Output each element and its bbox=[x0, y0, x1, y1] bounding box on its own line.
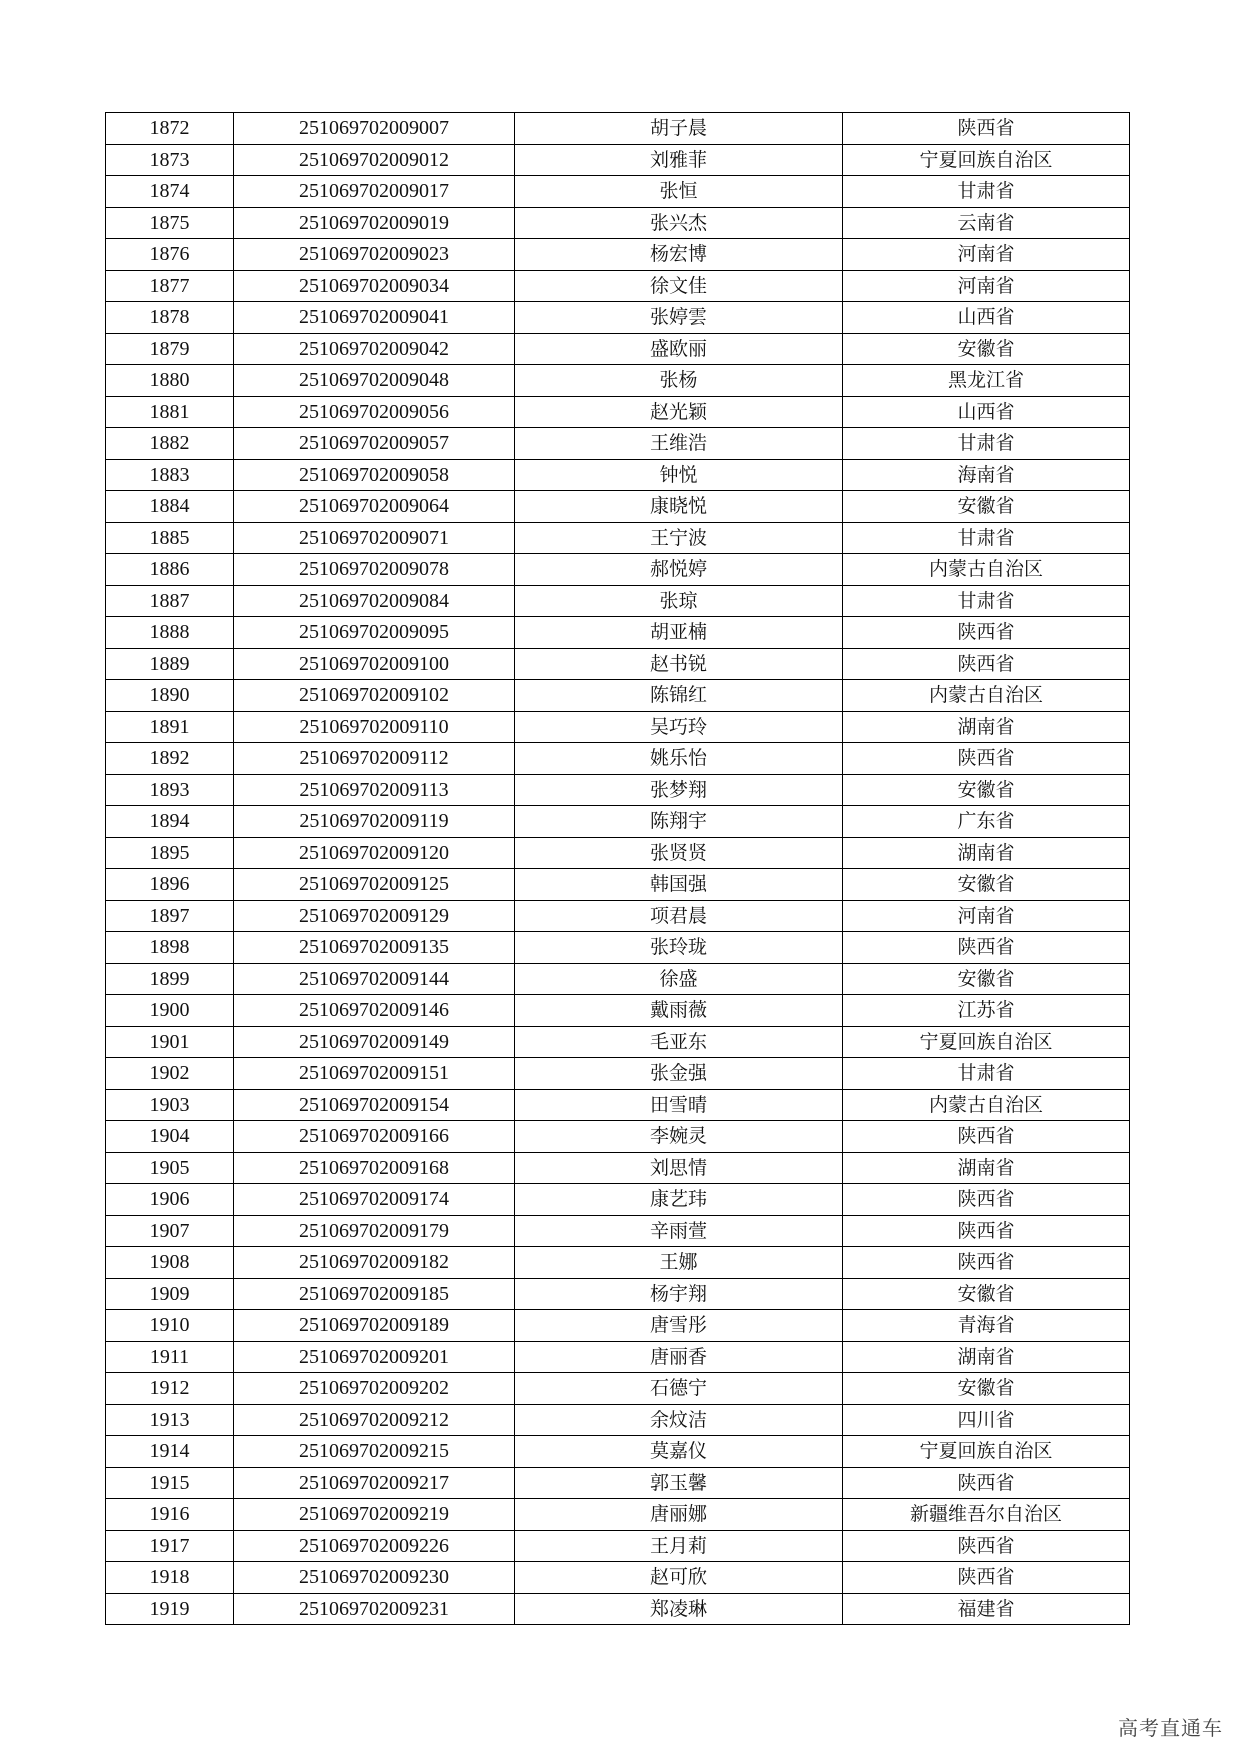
row-number-cell: 1901 bbox=[106, 1026, 234, 1058]
row-number-cell: 1910 bbox=[106, 1310, 234, 1342]
student-name-cell: 莫嘉仪 bbox=[515, 1436, 843, 1468]
student-name-cell: 辛雨萱 bbox=[515, 1215, 843, 1247]
province-cell: 四川省 bbox=[843, 1404, 1130, 1436]
province-cell: 湖南省 bbox=[843, 711, 1130, 743]
table-row bbox=[106, 1436, 1130, 1468]
table-row bbox=[106, 1278, 1130, 1310]
province-cell: 湖南省 bbox=[843, 1341, 1130, 1373]
student-name-cell: 陈翔宇 bbox=[515, 806, 843, 838]
table-row bbox=[106, 522, 1130, 554]
exam-id-cell: 251069702009100 bbox=[234, 648, 515, 680]
exam-id-cell: 251069702009212 bbox=[234, 1404, 515, 1436]
row-number-cell: 1890 bbox=[106, 680, 234, 712]
student-name-cell: 赵书锐 bbox=[515, 648, 843, 680]
table-row bbox=[106, 1373, 1130, 1405]
row-number-cell: 1888 bbox=[106, 617, 234, 649]
table-row bbox=[106, 491, 1130, 523]
table-row bbox=[106, 144, 1130, 176]
exam-id-cell: 251069702009230 bbox=[234, 1562, 515, 1594]
province-cell: 海南省 bbox=[843, 459, 1130, 491]
exam-id-cell: 251069702009182 bbox=[234, 1247, 515, 1279]
watermark-text: 高考直通车 bbox=[1118, 1716, 1223, 1740]
exam-id-cell: 251069702009215 bbox=[234, 1436, 515, 1468]
exam-id-cell: 251069702009185 bbox=[234, 1278, 515, 1310]
exam-id-cell: 251069702009144 bbox=[234, 963, 515, 995]
exam-id-cell: 251069702009231 bbox=[234, 1593, 515, 1625]
student-name-cell: 毛亚东 bbox=[515, 1026, 843, 1058]
row-number-cell: 1897 bbox=[106, 900, 234, 932]
table-row bbox=[106, 585, 1130, 617]
row-number-cell: 1900 bbox=[106, 995, 234, 1027]
exam-id-cell: 251069702009112 bbox=[234, 743, 515, 775]
exam-id-cell: 251069702009048 bbox=[234, 365, 515, 397]
row-number-cell: 1914 bbox=[106, 1436, 234, 1468]
province-cell: 甘肃省 bbox=[843, 1058, 1130, 1090]
row-number-cell: 1877 bbox=[106, 270, 234, 302]
row-number-cell: 1906 bbox=[106, 1184, 234, 1216]
province-cell: 山西省 bbox=[843, 396, 1130, 428]
province-cell: 甘肃省 bbox=[843, 585, 1130, 617]
row-number-cell: 1884 bbox=[106, 491, 234, 523]
table-row bbox=[106, 617, 1130, 649]
student-name-cell: 张兴杰 bbox=[515, 207, 843, 239]
exam-id-cell: 251069702009119 bbox=[234, 806, 515, 838]
province-cell: 内蒙古自治区 bbox=[843, 554, 1130, 586]
province-cell: 安徽省 bbox=[843, 1373, 1130, 1405]
row-number-cell: 1873 bbox=[106, 144, 234, 176]
table-row bbox=[106, 1058, 1130, 1090]
exam-id-cell: 251069702009125 bbox=[234, 869, 515, 901]
exam-id-cell: 251069702009174 bbox=[234, 1184, 515, 1216]
student-name-cell: 徐盛 bbox=[515, 963, 843, 995]
exam-id-cell: 251069702009058 bbox=[234, 459, 515, 491]
student-name-cell: 项君晨 bbox=[515, 900, 843, 932]
exam-id-cell: 251069702009019 bbox=[234, 207, 515, 239]
province-cell: 陕西省 bbox=[843, 113, 1130, 145]
row-number-cell: 1886 bbox=[106, 554, 234, 586]
exam-id-cell: 251069702009064 bbox=[234, 491, 515, 523]
province-cell: 宁夏回族自治区 bbox=[843, 144, 1130, 176]
province-cell: 安徽省 bbox=[843, 333, 1130, 365]
row-number-cell: 1879 bbox=[106, 333, 234, 365]
student-name-cell: 郝悦婷 bbox=[515, 554, 843, 586]
table-row bbox=[106, 774, 1130, 806]
province-cell: 福建省 bbox=[843, 1593, 1130, 1625]
row-number-cell: 1916 bbox=[106, 1499, 234, 1531]
province-cell: 湖南省 bbox=[843, 837, 1130, 869]
row-number-cell: 1878 bbox=[106, 302, 234, 334]
province-cell: 陕西省 bbox=[843, 617, 1130, 649]
student-name-cell: 康艺玮 bbox=[515, 1184, 843, 1216]
exam-id-cell: 251069702009151 bbox=[234, 1058, 515, 1090]
student-name-cell: 胡亚楠 bbox=[515, 617, 843, 649]
student-name-cell: 田雪晴 bbox=[515, 1089, 843, 1121]
province-cell: 安徽省 bbox=[843, 774, 1130, 806]
table-row bbox=[106, 1310, 1130, 1342]
table-row bbox=[106, 1341, 1130, 1373]
exam-id-cell: 251069702009149 bbox=[234, 1026, 515, 1058]
row-number-cell: 1918 bbox=[106, 1562, 234, 1594]
province-cell: 甘肃省 bbox=[843, 522, 1130, 554]
student-name-cell: 杨宏博 bbox=[515, 239, 843, 271]
row-number-cell: 1893 bbox=[106, 774, 234, 806]
table-row bbox=[106, 113, 1130, 145]
province-cell: 陕西省 bbox=[843, 1467, 1130, 1499]
student-name-cell: 韩国强 bbox=[515, 869, 843, 901]
exam-id-cell: 251069702009017 bbox=[234, 176, 515, 208]
student-name-cell: 王娜 bbox=[515, 1247, 843, 1279]
row-number-cell: 1887 bbox=[106, 585, 234, 617]
exam-id-cell: 251069702009120 bbox=[234, 837, 515, 869]
table-row bbox=[106, 270, 1130, 302]
province-cell: 甘肃省 bbox=[843, 428, 1130, 460]
row-number-cell: 1902 bbox=[106, 1058, 234, 1090]
province-cell: 安徽省 bbox=[843, 963, 1130, 995]
row-number-cell: 1882 bbox=[106, 428, 234, 460]
table-row bbox=[106, 459, 1130, 491]
row-number-cell: 1896 bbox=[106, 869, 234, 901]
table-row bbox=[106, 963, 1130, 995]
row-number-cell: 1913 bbox=[106, 1404, 234, 1436]
student-name-cell: 张杨 bbox=[515, 365, 843, 397]
roster-table-body bbox=[106, 113, 1130, 1625]
table-row bbox=[106, 554, 1130, 586]
exam-id-cell: 251069702009034 bbox=[234, 270, 515, 302]
row-number-cell: 1883 bbox=[106, 459, 234, 491]
table-row bbox=[106, 428, 1130, 460]
province-cell: 甘肃省 bbox=[843, 176, 1130, 208]
province-cell: 陕西省 bbox=[843, 1184, 1130, 1216]
row-number-cell: 1911 bbox=[106, 1341, 234, 1373]
row-number-cell: 1908 bbox=[106, 1247, 234, 1279]
province-cell: 安徽省 bbox=[843, 869, 1130, 901]
table-row bbox=[106, 1562, 1130, 1594]
table-row bbox=[106, 239, 1130, 271]
row-number-cell: 1875 bbox=[106, 207, 234, 239]
exam-id-cell: 251069702009201 bbox=[234, 1341, 515, 1373]
student-name-cell: 盛欧丽 bbox=[515, 333, 843, 365]
student-name-cell: 张恒 bbox=[515, 176, 843, 208]
student-name-cell: 余炆洁 bbox=[515, 1404, 843, 1436]
row-number-cell: 1892 bbox=[106, 743, 234, 775]
student-name-cell: 张玲珑 bbox=[515, 932, 843, 964]
province-cell: 湖南省 bbox=[843, 1152, 1130, 1184]
table-row bbox=[106, 711, 1130, 743]
exam-id-cell: 251069702009179 bbox=[234, 1215, 515, 1247]
student-name-cell: 李婉灵 bbox=[515, 1121, 843, 1153]
student-name-cell: 唐丽娜 bbox=[515, 1499, 843, 1531]
table-row bbox=[106, 995, 1130, 1027]
student-name-cell: 张梦翔 bbox=[515, 774, 843, 806]
exam-id-cell: 251069702009056 bbox=[234, 396, 515, 428]
exam-id-cell: 251069702009078 bbox=[234, 554, 515, 586]
row-number-cell: 1907 bbox=[106, 1215, 234, 1247]
exam-id-cell: 251069702009041 bbox=[234, 302, 515, 334]
province-cell: 安徽省 bbox=[843, 491, 1130, 523]
student-name-cell: 王月莉 bbox=[515, 1530, 843, 1562]
table-row bbox=[106, 1404, 1130, 1436]
student-name-cell: 郭玉馨 bbox=[515, 1467, 843, 1499]
table-row bbox=[106, 1089, 1130, 1121]
table-row bbox=[106, 806, 1130, 838]
student-name-cell: 姚乐怡 bbox=[515, 743, 843, 775]
table-row bbox=[106, 648, 1130, 680]
province-cell: 内蒙古自治区 bbox=[843, 1089, 1130, 1121]
row-number-cell: 1889 bbox=[106, 648, 234, 680]
row-number-cell: 1919 bbox=[106, 1593, 234, 1625]
exam-id-cell: 251069702009057 bbox=[234, 428, 515, 460]
row-number-cell: 1894 bbox=[106, 806, 234, 838]
student-name-cell: 吴巧玲 bbox=[515, 711, 843, 743]
exam-id-cell: 251069702009042 bbox=[234, 333, 515, 365]
table-row bbox=[106, 1152, 1130, 1184]
student-name-cell: 张贤贤 bbox=[515, 837, 843, 869]
student-name-cell: 张婷雲 bbox=[515, 302, 843, 334]
exam-id-cell: 251069702009146 bbox=[234, 995, 515, 1027]
province-cell: 陕西省 bbox=[843, 1530, 1130, 1562]
exam-id-cell: 251069702009071 bbox=[234, 522, 515, 554]
student-name-cell: 王宁波 bbox=[515, 522, 843, 554]
row-number-cell: 1881 bbox=[106, 396, 234, 428]
row-number-cell: 1891 bbox=[106, 711, 234, 743]
row-number-cell: 1898 bbox=[106, 932, 234, 964]
table-row bbox=[106, 1215, 1130, 1247]
exam-id-cell: 251069702009084 bbox=[234, 585, 515, 617]
table-row bbox=[106, 743, 1130, 775]
row-number-cell: 1880 bbox=[106, 365, 234, 397]
exam-id-cell: 251069702009012 bbox=[234, 144, 515, 176]
row-number-cell: 1905 bbox=[106, 1152, 234, 1184]
province-cell: 陕西省 bbox=[843, 1247, 1130, 1279]
province-cell: 新疆维吾尔自治区 bbox=[843, 1499, 1130, 1531]
province-cell: 陕西省 bbox=[843, 743, 1130, 775]
row-number-cell: 1917 bbox=[106, 1530, 234, 1562]
student-name-cell: 张琼 bbox=[515, 585, 843, 617]
province-cell: 陕西省 bbox=[843, 1215, 1130, 1247]
student-name-cell: 刘雅菲 bbox=[515, 144, 843, 176]
province-cell: 陕西省 bbox=[843, 1121, 1130, 1153]
exam-id-cell: 251069702009166 bbox=[234, 1121, 515, 1153]
province-cell: 内蒙古自治区 bbox=[843, 680, 1130, 712]
student-name-cell: 戴雨薇 bbox=[515, 995, 843, 1027]
student-name-cell: 陈锦红 bbox=[515, 680, 843, 712]
exam-id-cell: 251069702009102 bbox=[234, 680, 515, 712]
student-name-cell: 唐丽香 bbox=[515, 1341, 843, 1373]
table-row bbox=[106, 1467, 1130, 1499]
row-number-cell: 1874 bbox=[106, 176, 234, 208]
student-name-cell: 康晓悦 bbox=[515, 491, 843, 523]
row-number-cell: 1885 bbox=[106, 522, 234, 554]
student-name-cell: 杨宇翔 bbox=[515, 1278, 843, 1310]
exam-id-cell: 251069702009129 bbox=[234, 900, 515, 932]
table-row bbox=[106, 680, 1130, 712]
row-number-cell: 1872 bbox=[106, 113, 234, 145]
student-name-cell: 赵光颖 bbox=[515, 396, 843, 428]
table-row bbox=[106, 869, 1130, 901]
province-cell: 广东省 bbox=[843, 806, 1130, 838]
table-row bbox=[106, 396, 1130, 428]
province-cell: 河南省 bbox=[843, 239, 1130, 271]
province-cell: 云南省 bbox=[843, 207, 1130, 239]
exam-id-cell: 251069702009202 bbox=[234, 1373, 515, 1405]
exam-id-cell: 251069702009226 bbox=[234, 1530, 515, 1562]
row-number-cell: 1909 bbox=[106, 1278, 234, 1310]
province-cell: 青海省 bbox=[843, 1310, 1130, 1342]
province-cell: 河南省 bbox=[843, 900, 1130, 932]
table-row bbox=[106, 302, 1130, 334]
exam-id-cell: 251069702009095 bbox=[234, 617, 515, 649]
student-name-cell: 赵可欣 bbox=[515, 1562, 843, 1594]
province-cell: 安徽省 bbox=[843, 1278, 1130, 1310]
province-cell: 河南省 bbox=[843, 270, 1130, 302]
student-name-cell: 钟悦 bbox=[515, 459, 843, 491]
student-name-cell: 石德宁 bbox=[515, 1373, 843, 1405]
province-cell: 宁夏回族自治区 bbox=[843, 1026, 1130, 1058]
table-row bbox=[106, 1121, 1130, 1153]
table-row bbox=[106, 1247, 1130, 1279]
exam-id-cell: 251069702009110 bbox=[234, 711, 515, 743]
exam-id-cell: 251069702009023 bbox=[234, 239, 515, 271]
table-row bbox=[106, 365, 1130, 397]
roster-table bbox=[105, 112, 1130, 1625]
province-cell: 江苏省 bbox=[843, 995, 1130, 1027]
row-number-cell: 1904 bbox=[106, 1121, 234, 1153]
table-row bbox=[106, 1593, 1130, 1625]
exam-id-cell: 251069702009113 bbox=[234, 774, 515, 806]
province-cell: 陕西省 bbox=[843, 648, 1130, 680]
exam-id-cell: 251069702009154 bbox=[234, 1089, 515, 1121]
student-name-cell: 王维浩 bbox=[515, 428, 843, 460]
student-name-cell: 刘思情 bbox=[515, 1152, 843, 1184]
table-row bbox=[106, 1530, 1130, 1562]
province-cell: 宁夏回族自治区 bbox=[843, 1436, 1130, 1468]
province-cell: 陕西省 bbox=[843, 932, 1130, 964]
table-row bbox=[106, 932, 1130, 964]
student-name-cell: 唐雪彤 bbox=[515, 1310, 843, 1342]
exam-id-cell: 251069702009168 bbox=[234, 1152, 515, 1184]
student-name-cell: 胡子晨 bbox=[515, 113, 843, 145]
row-number-cell: 1912 bbox=[106, 1373, 234, 1405]
exam-id-cell: 251069702009217 bbox=[234, 1467, 515, 1499]
row-number-cell: 1915 bbox=[106, 1467, 234, 1499]
row-number-cell: 1895 bbox=[106, 837, 234, 869]
exam-id-cell: 251069702009219 bbox=[234, 1499, 515, 1531]
student-name-cell: 徐文佳 bbox=[515, 270, 843, 302]
table-row bbox=[106, 1184, 1130, 1216]
row-number-cell: 1876 bbox=[106, 239, 234, 271]
exam-id-cell: 251069702009135 bbox=[234, 932, 515, 964]
table-row bbox=[106, 837, 1130, 869]
table-row bbox=[106, 333, 1130, 365]
exam-id-cell: 251069702009007 bbox=[234, 113, 515, 145]
row-number-cell: 1903 bbox=[106, 1089, 234, 1121]
table-row bbox=[106, 900, 1130, 932]
table-row bbox=[106, 1499, 1130, 1531]
table-row bbox=[106, 1026, 1130, 1058]
province-cell: 山西省 bbox=[843, 302, 1130, 334]
province-cell: 黑龙江省 bbox=[843, 365, 1130, 397]
table-row bbox=[106, 176, 1130, 208]
province-cell: 陕西省 bbox=[843, 1562, 1130, 1594]
exam-id-cell: 251069702009189 bbox=[234, 1310, 515, 1342]
student-name-cell: 郑凌琳 bbox=[515, 1593, 843, 1625]
student-name-cell: 张金强 bbox=[515, 1058, 843, 1090]
table-row bbox=[106, 207, 1130, 239]
row-number-cell: 1899 bbox=[106, 963, 234, 995]
